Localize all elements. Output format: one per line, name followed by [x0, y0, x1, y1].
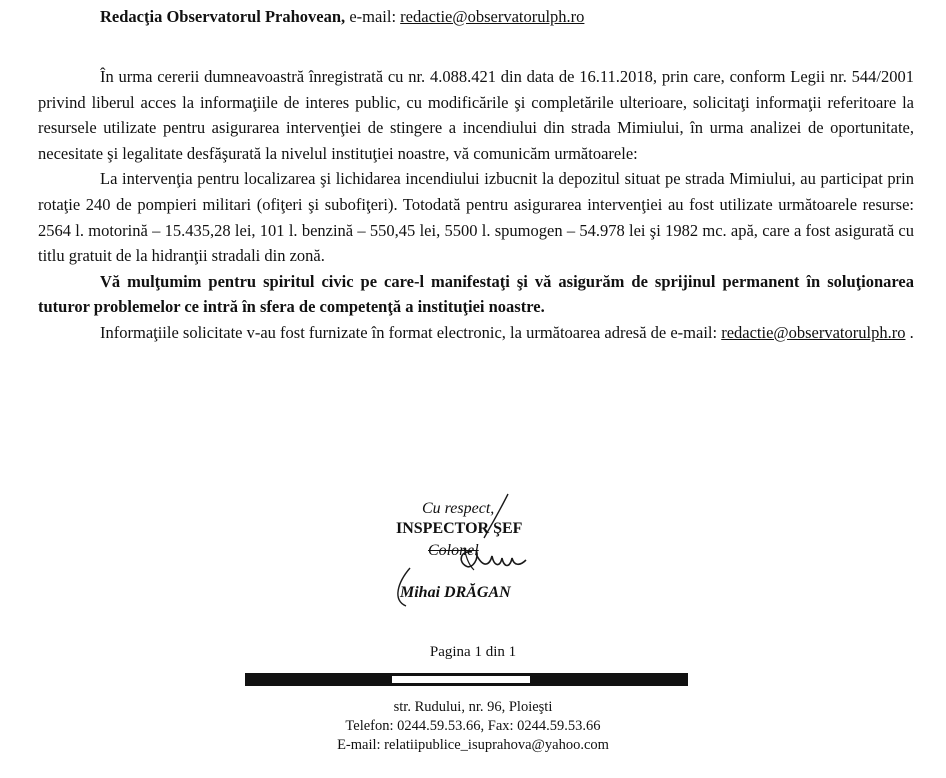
paragraph-resources: La intervenţia pentru localizarea şi lichidarea incendiului izbucnit la depozitul situat pe strada Mimiului, au participat prin rotaţie 240 de pompieri militari (ofiţeri şi subofiţeri). Totodată pentru asigurarea intervenţiei au fost utilizate următoarele resurse: 2564 l. motorină – 15.435,28 lei, 101 l. benzină – 550,45 lei, 5500 l. spumogen – 54.978 lei şi 1982 mc. apă, care a fost asigurată cu titlu gratuit de la hidranţii stradali din zonă.	[38, 169, 914, 266]
footer-phone-line: Telefon: 0244.59.53.66, Fax: 0244.59.53.66	[345, 718, 601, 734]
footer-divider-bar	[245, 673, 688, 686]
delivery-end: .	[905, 322, 914, 342]
letter-body	[38, 64, 914, 346]
paragraph-delivery	[38, 320, 914, 346]
signature-title: INSPECTOR ŞEF	[396, 520, 523, 537]
recipient-header	[100, 7, 584, 27]
signature-rank: Colonel	[428, 542, 479, 559]
recipient-email-label: e-mail:	[349, 7, 397, 26]
signature-block	[380, 500, 560, 610]
footer-contact	[0, 698, 946, 755]
paragraph-thanks: Vă mulţumim pentru spiritul civic pe care-l manifestaţi şi vă asigurăm de sprijinul permanent în soluţionarea tuturor problemelor ce intră în sfera de competenţă a instituţiei noastre.	[38, 271, 914, 317]
signature-name: Mihai DRĂGAN	[400, 584, 511, 601]
footer-email-line: E-mail: relatiipublice_isuprahova@yahoo.com	[337, 737, 609, 753]
footer-divider-gap	[392, 676, 530, 683]
delivery-text: Informaţiile solicitate v-au fost furnizate în format electronic, la următoarea adresă de e-mail:	[100, 322, 718, 342]
recipient-name: Redacţia Observatorul Prahovean,	[100, 7, 346, 26]
paragraph-request: În urma cererii dumneavoastră înregistrată cu nr. 4.088.421 din data de 16.11.2018, prin care, conform Legii nr. 544/2001 privind liberul acces la informaţiile de interes public, cu modificările şi completările ulterioare, solicitaţi informaţii referitoare la resursele utilizate pentru asigurarea intervenţiei de stingere a incendiului din strada Mimiului, în urma analizei de oportunitate, necesitate şi legalitate desfăşurată la nivelul instituţiei noastre, vă comunicăm următoarele:	[38, 67, 914, 163]
delivery-email-link[interactable]: redactie@observatorulph.ro	[721, 322, 906, 342]
recipient-email-link[interactable]: redactie@observatorulph.ro	[400, 7, 585, 26]
signature-closing: Cu respect,	[422, 500, 495, 517]
page-number: Pagina 1 din 1	[429, 644, 517, 660]
footer-address-line: str. Rudului, nr. 96, Ploieşti	[393, 699, 553, 715]
